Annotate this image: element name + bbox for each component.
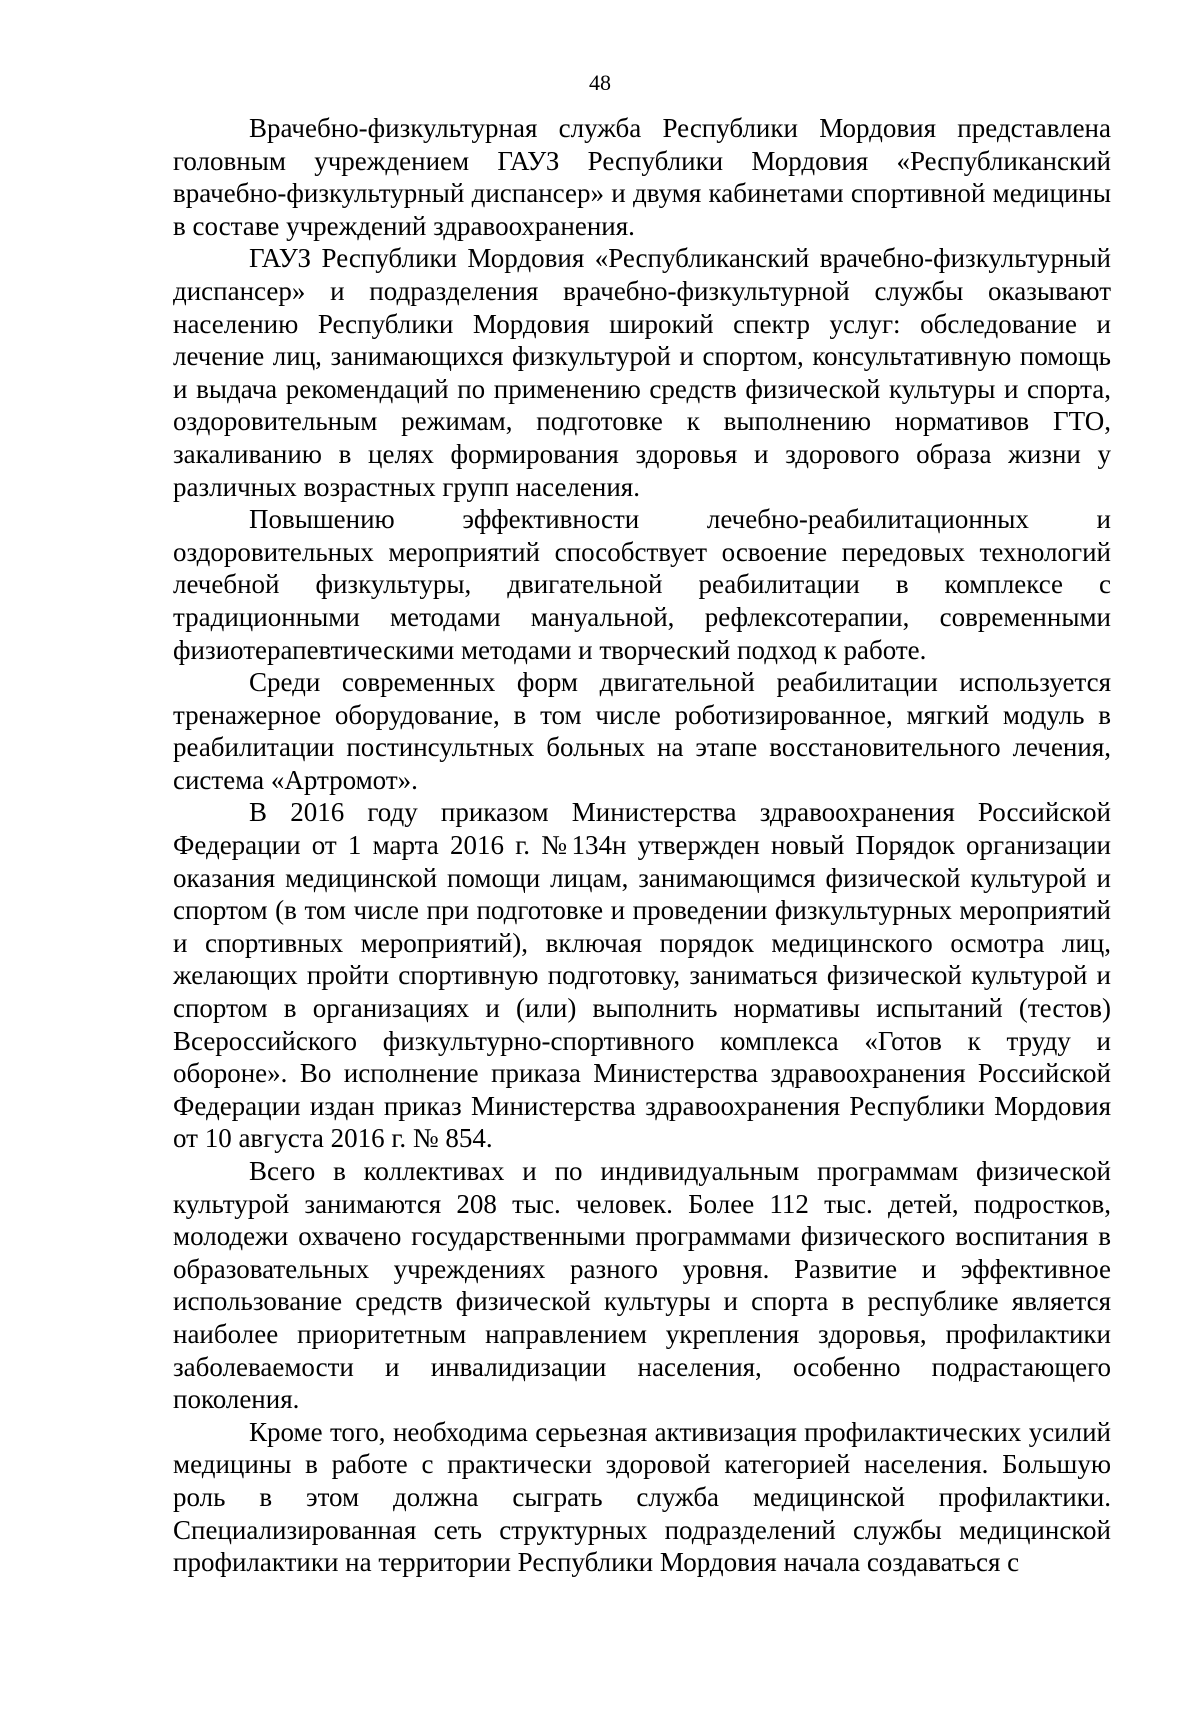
page-number: 48 <box>589 70 611 95</box>
paragraph: В 2016 году приказом Министерства здравоохранения Российской Федерации от 1 марта 2016 г. №134н утвержден новый Порядок организации оказания медицинской помощи лицам, занимающимся физической культурой и спортом (в том числе при подготовке и проведении физкультурных мероприятий и спортивных мероприятий), включая порядок медицинского осмотра лиц, желающих пройти спортивную подготовку, заниматься физической культурой и спортом в организациях и (или) выполнить нормативы испытаний (тестов) Всероссийского физкультурно-спортивного комплекса «Готов к труду и обороне». Во исполнение приказа Министерства здравоохранения Российской Федерации издан приказ Министерства здравоохранения Республики Мордовия от 10 августа 2016 г. № 854. <box>173 797 1111 1154</box>
paragraph: Повышению эффективности лечебно-реабилитационных и оздоровительных мероприятий способствует освоение передовых технологий лечебной физкультуры, двигательной реабилитации в комплексе с традиционными методами мануальной, рефлексотерапии, современными физиотерапевтическими методами и творческий подход к работе. <box>173 504 1111 665</box>
paragraph: ГАУЗ Республики Мордовия «Республиканский врачебно-физкультурный диспансер» и подразделения врачебно-физкультурной службы оказывают населению Республики Мордовия широкий спектр услуг: обследование и лечение лиц, занимающихся физкультурой и спортом, консультативную помощь и выдача рекомендаций по применению средств физической культуры и спорта, оздоровительным режимам, подготовке к выполнению нормативов ГТО, закаливанию в целях формирования здоровья и здорового образа жизни у различных возрастных групп населения. <box>173 243 1111 502</box>
paragraph: Кроме того, необходима серьезная активизация профилактических усилий медицины в работе с практически здоровой категорией населения. Большую роль в этом должна сыграть служба медицинской профилактики. Специализированная сеть структурных подразделений службы медицинской профилактики на территории Республики Мордовия начала создаваться с <box>173 1416 1111 1578</box>
paragraph: Врачебно-физкультурная служба Республики Мордовия представлена головным учреждением ГАУЗ Республики Мордовия «Республиканский врачебно-физкультурный диспансер» и двумя кабинетами спортивной медицины в составе учреждений здравоохранения. <box>173 113 1111 241</box>
document-body <box>173 112 1111 1579</box>
paragraph: Среди современных форм двигательной реабилитации используется тренажерное оборудование, в том числе роботизированное, мягкий модуль в реабилитации постинсультных больных на этапе восстановительного лечения, система «Артромот». <box>173 667 1111 795</box>
paragraph: Всего в коллективах и по индивидуальным программам физической культурой занимаются 208 тыс. человек. Более 112 тыс. детей, подростков, молодежи охвачено государственными программами физического воспитания в образовательных учреждениях разного уровня. Развитие и эффективное использование средств физической культуры и спорта в республике является наиболее приоритетным направлением укрепления здоровья, профилактики заболеваемости и инвалидизации населения, особенно подрастающего поколения. <box>173 1156 1111 1415</box>
